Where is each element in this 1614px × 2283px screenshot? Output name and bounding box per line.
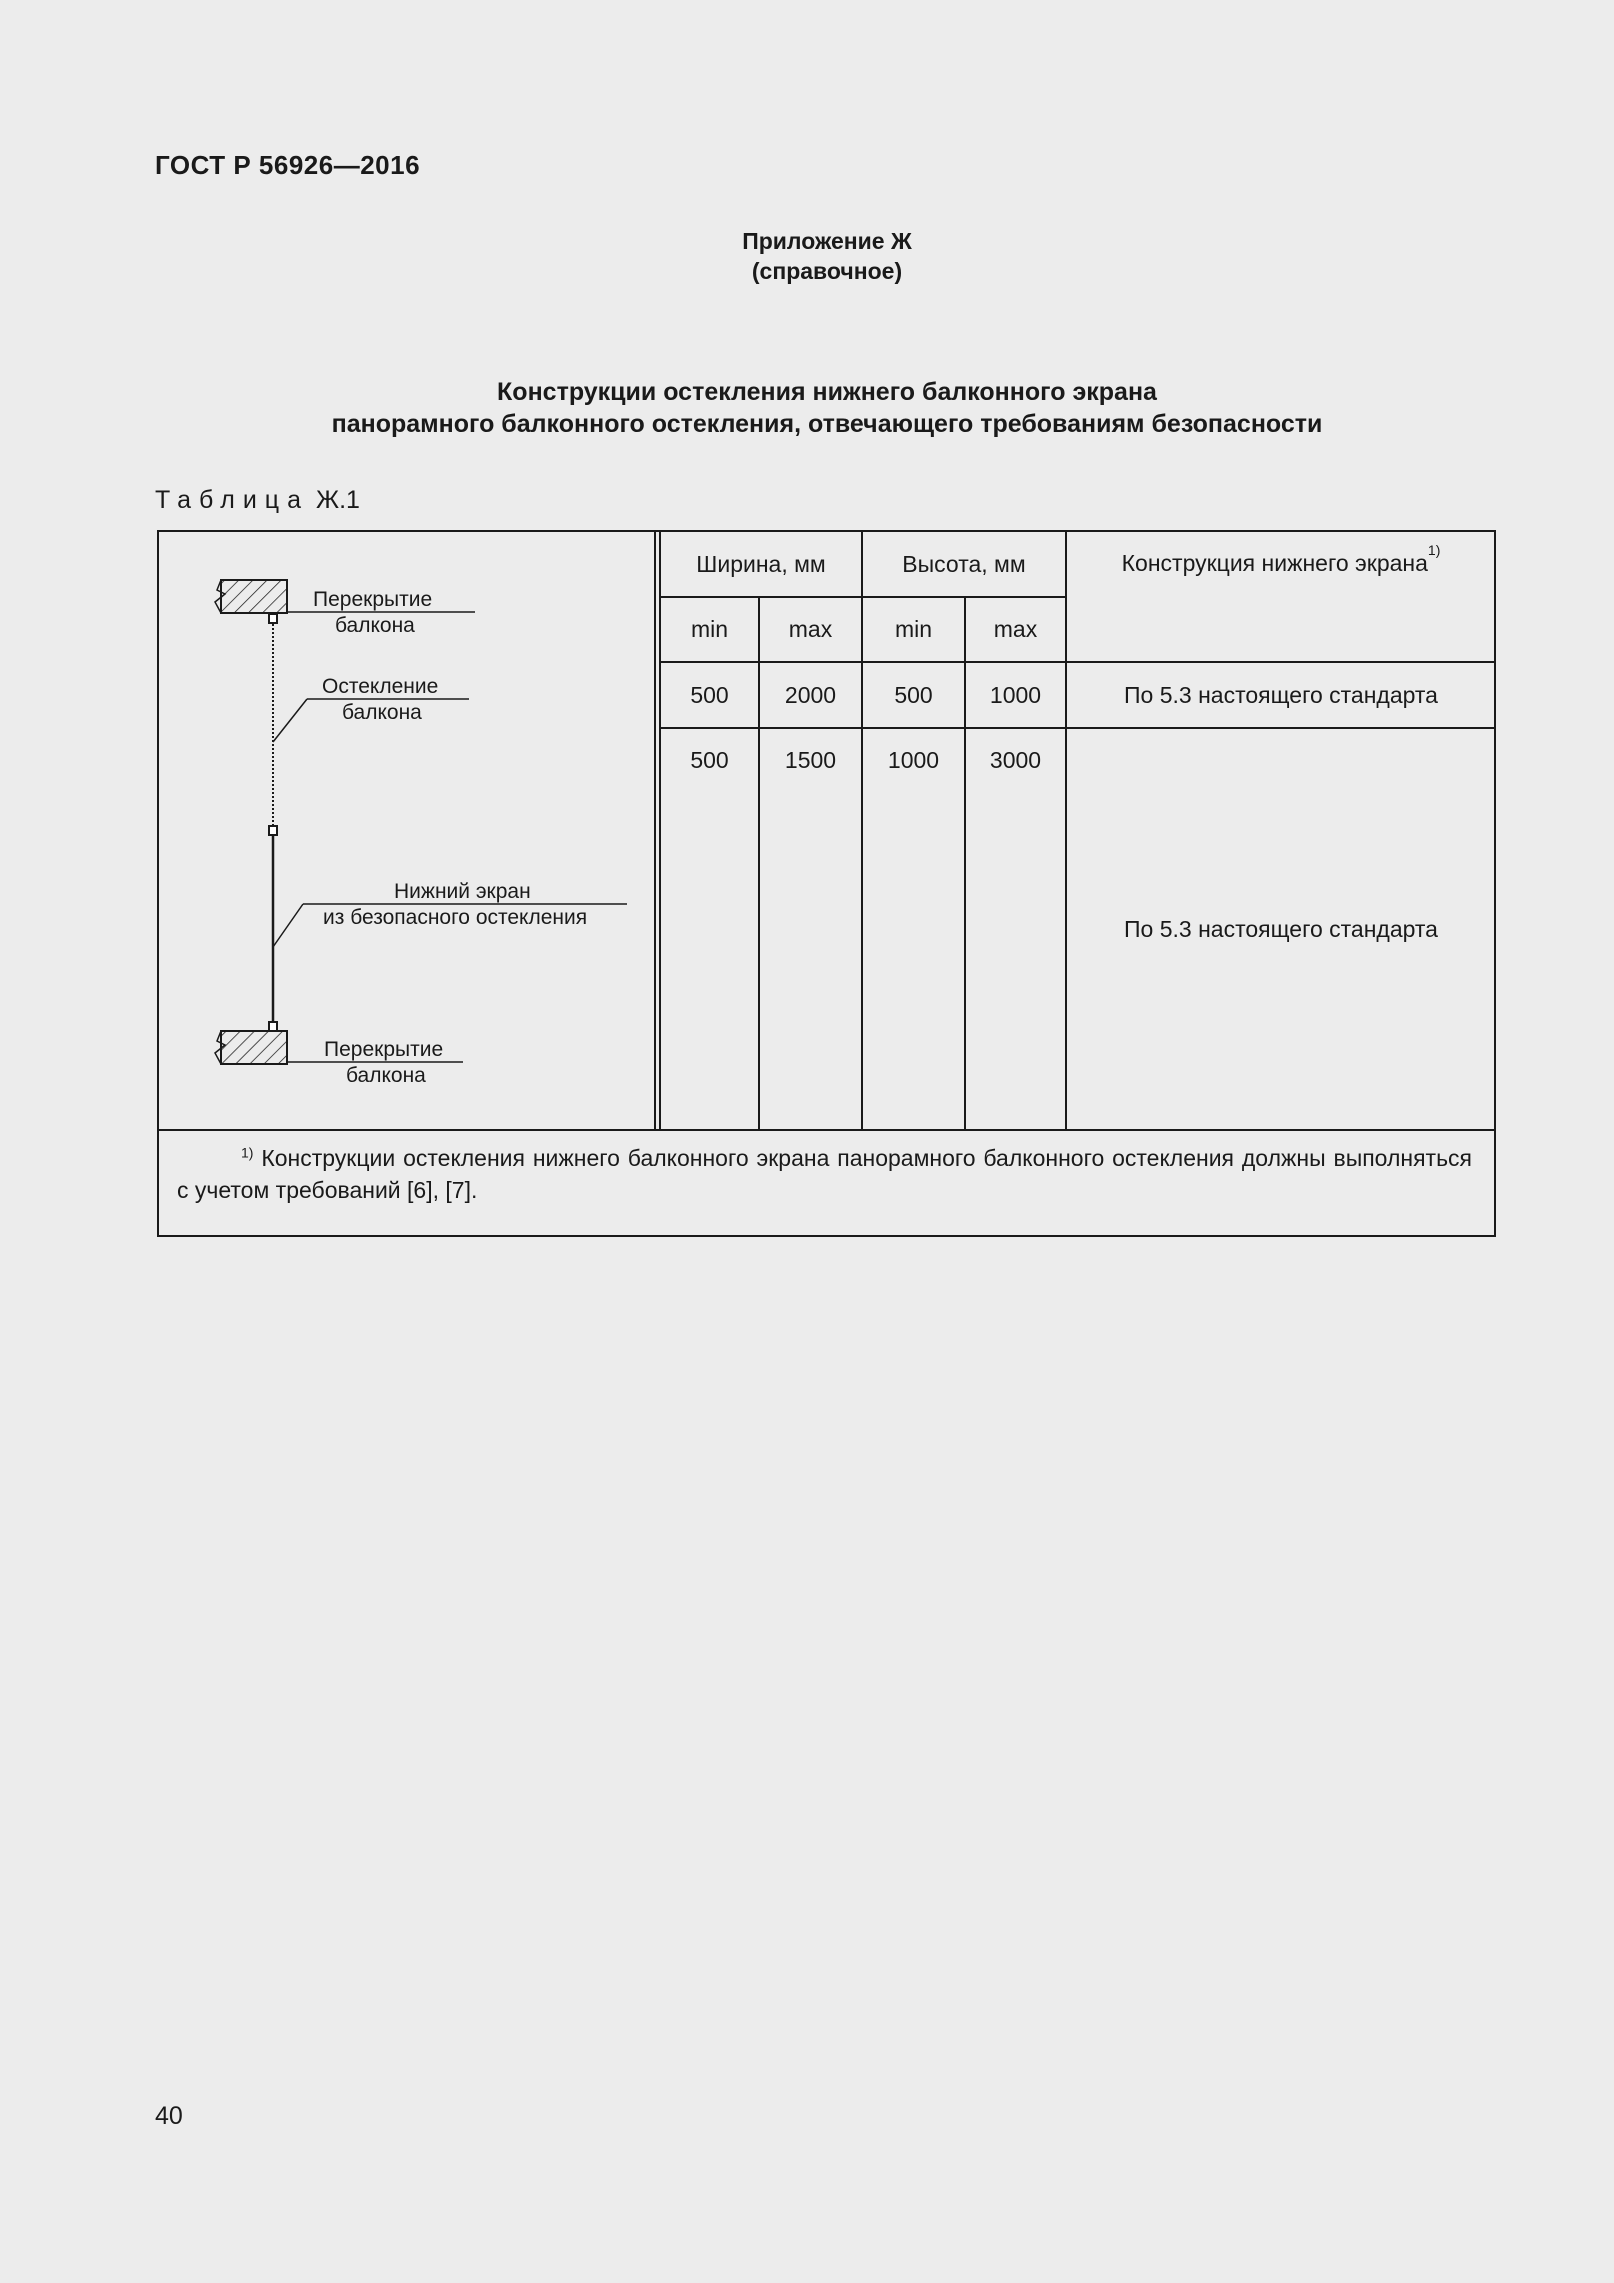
- section-title-line-1: Конструкции остекления нижнего балконного экрана: [497, 378, 1157, 406]
- table-cell: 1000: [887, 747, 940, 773]
- appendix-kind: (справочное): [751, 258, 903, 284]
- footnote-mark: 1): [241, 1144, 254, 1161]
- table-caption-prefix: Таблица: [155, 486, 310, 514]
- header-width: Ширина, мм: [696, 550, 826, 577]
- header-construction-label: Конструкция нижнего экрана: [1121, 550, 1428, 576]
- table-caption-number: Ж.1: [315, 486, 360, 514]
- table-cell: 1000: [989, 681, 1042, 708]
- appendix-title: Приложение Ж: [742, 228, 912, 254]
- section-title-line-2: панорамного балконного остекления, отвечающего требованиям безопасности: [331, 410, 1323, 438]
- header-height: Высота, мм: [902, 550, 1026, 577]
- footnote-text: Конструкции остекления нижнего балконного экрана панорамного балконного остекления должны выполняться с учетом требований [6], [7].: [177, 1145, 1473, 1203]
- header-height-max: max: [993, 616, 1038, 642]
- label-screen-1: Нижний экран: [394, 880, 531, 903]
- balcony-glazing-diagram: [159, 532, 654, 1129]
- top-slab-icon: [215, 580, 287, 613]
- label-glazing-2: балкона: [342, 701, 422, 724]
- header-construction: Конструкция нижнего экрана 1): [1121, 542, 1441, 576]
- header-height-min: min: [894, 616, 933, 642]
- label-top-slab-2: балкона: [335, 614, 415, 637]
- table-cell: 2000: [784, 681, 837, 708]
- label-top-slab-1: Перекрытие: [313, 588, 433, 611]
- label-bottom-slab-2: балкона: [346, 1064, 426, 1087]
- table-footnote: [177, 1142, 1472, 1206]
- label-screen-2: из безопасного остекления: [323, 906, 588, 929]
- table-cell: 500: [690, 747, 729, 773]
- table-cell: 1500: [784, 747, 837, 773]
- header-width-max: max: [788, 616, 833, 642]
- table-cell: По 5.3 настоящего стандарта: [1124, 915, 1438, 942]
- header-width-min: min: [690, 616, 729, 642]
- page-number: 40: [155, 2102, 183, 2130]
- label-bottom-slab-1: Перекрытие: [324, 1038, 444, 1061]
- table-cell: 500: [690, 681, 729, 708]
- data-table: [157, 530, 1496, 1237]
- table-caption: [155, 486, 360, 515]
- label-glazing-1: Остекление: [322, 675, 439, 698]
- appendix-heading: [0, 226, 1614, 286]
- table-cell: 500: [894, 681, 933, 708]
- section-title: [0, 376, 1614, 440]
- document-number: ГОСТ Р 56926—2016: [155, 150, 421, 180]
- bottom-slab-icon: [215, 1031, 287, 1064]
- table-cell: 3000: [989, 747, 1042, 773]
- table-cell: По 5.3 настоящего стандарта: [1124, 681, 1438, 708]
